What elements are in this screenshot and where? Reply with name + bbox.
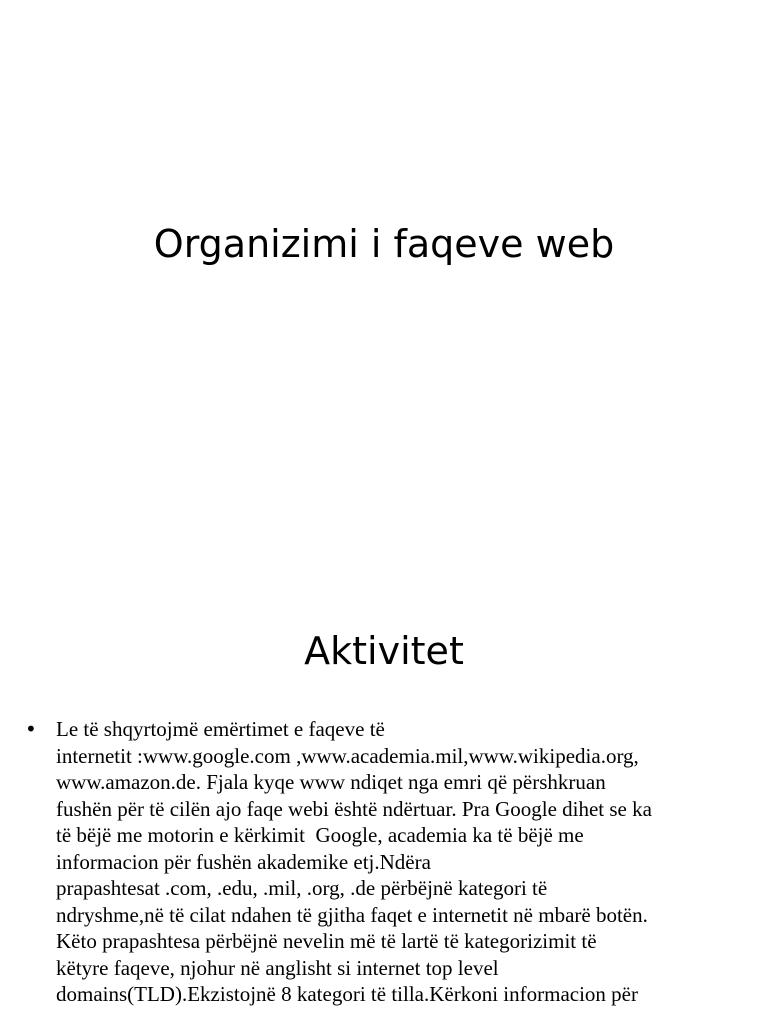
bullet-text <box>56 716 732 1008</box>
slide-title: Aktivitet <box>304 629 464 673</box>
slide-2 <box>0 576 768 1024</box>
slide-title: Organizimi i faqeve web <box>153 222 615 266</box>
text-line: Këto prapashtesa përbëjnë nevelin më të lartë të kategorizimit të <box>56 929 597 953</box>
text-line: informacion për fushën akademike etj.Ndëra <box>56 849 431 874</box>
text-line: ndryshme,në të cilat ndahen të gjitha faqet e internetit në mbarë botën. <box>56 902 648 927</box>
text-line: www.amazon.de. Fjala kyqe www ndiqet nga emri që përshkruan <box>56 770 606 794</box>
text-line: këtyre faqeve, njohur në anglisht si internet top level <box>56 955 499 980</box>
text-line: Le të shqyrtojmë emërtimet e faqeve të <box>56 717 385 741</box>
text-line: prapashtesat .com, .edu, .mil, .org, .de përbëjnë kategori të <box>56 876 548 900</box>
text-line: domains(TLD).Ekzistojnë 8 kategori të tilla.Kërkoni informacion për <box>56 982 638 1006</box>
text-line: internetit :www.google.com ,www.academia.mil,www.wikipedia.org, <box>56 743 639 768</box>
text-line: fushën për të cilën ajo faqe webi është ndërtuar. Pra Google dihet se ka <box>56 796 652 821</box>
bullet-dot-icon: • <box>25 717 37 741</box>
bullet-list <box>0 716 732 1008</box>
text-line: të bëjë me motorin e kërkimit Google, academia ka të bëjë me <box>56 823 584 847</box>
bullet-item <box>0 716 732 1008</box>
